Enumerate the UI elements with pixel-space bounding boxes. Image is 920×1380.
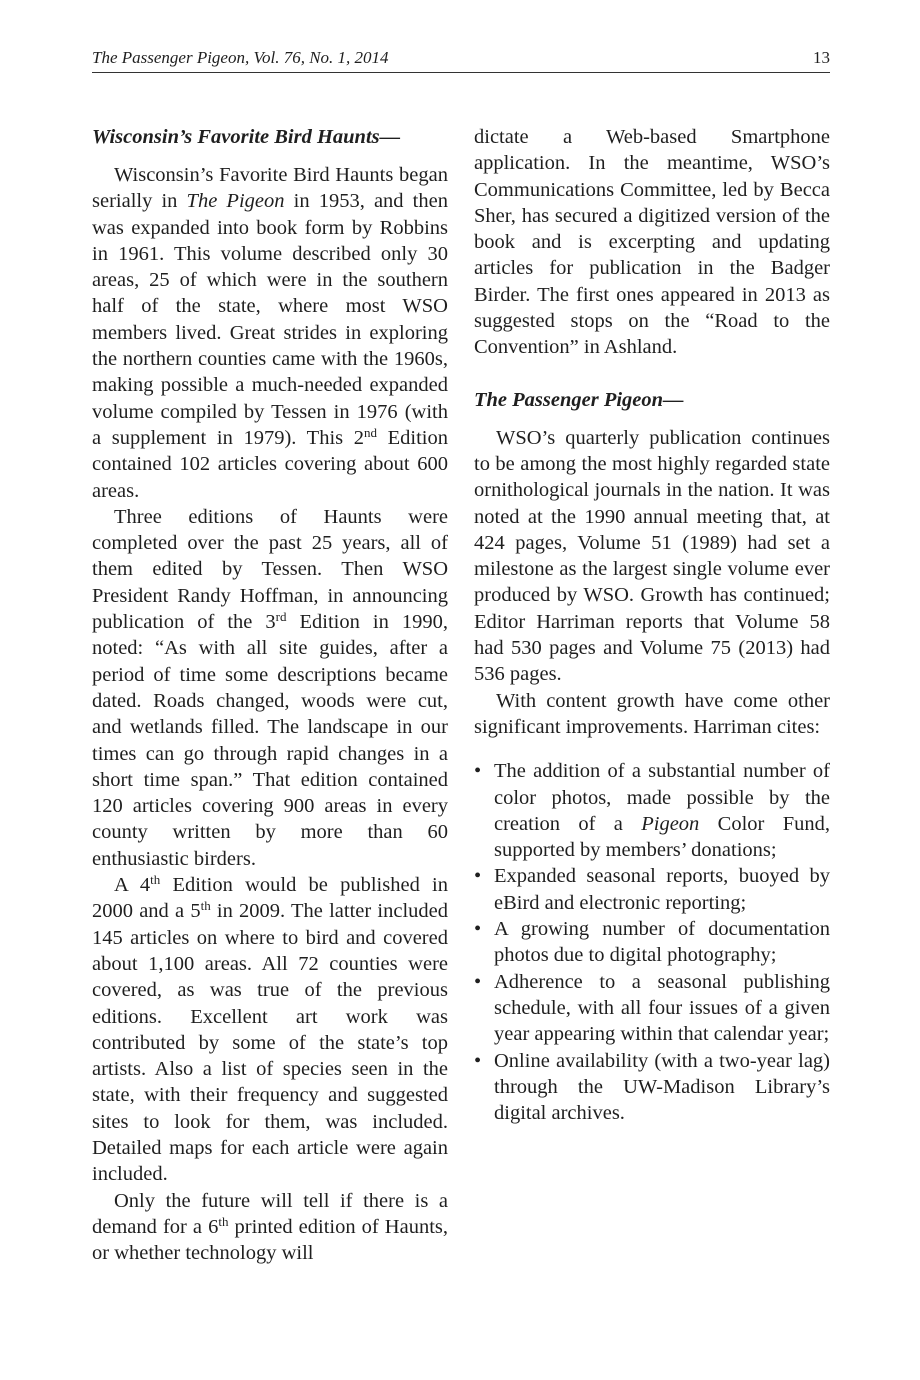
superscript: rd	[275, 609, 287, 625]
list-item	[474, 916, 830, 969]
paragraph	[92, 1188, 448, 1267]
superscript: th	[150, 872, 161, 888]
journal-citation: The Passenger Pigeon, Vol. 76, No. 1, 2014	[92, 48, 389, 67]
text-run: Expanded seasonal reports, buoyed by eBird and electronic reporting;	[494, 865, 830, 914]
text-run: in 1953, and then was expanded into book form by Robbins in 1961. This volume described only 30 areas, 25 of which were in the southern half of the state, where most WSO members lived. Great strides in exploring the northern counties came with the 1960s, making possible a much-needed expanded volume compiled by Tessen in 1976 (with a supplement in 1979). This 2	[92, 190, 448, 449]
bullet-icon: •	[474, 918, 482, 941]
superscript: nd	[364, 424, 377, 440]
italic-title: Pigeon	[641, 812, 700, 835]
list-item	[474, 969, 830, 1048]
superscript: th	[200, 898, 211, 914]
bullet-icon: •	[474, 865, 482, 888]
text-run: Only the future will tell if there is a demand for a 6	[92, 1189, 448, 1238]
italic-title: The Pigeon	[186, 190, 285, 213]
text-run: A 4	[114, 874, 151, 897]
page-number: 13	[813, 48, 830, 67]
paragraph-continued: dictate a Web-based Smartphone application. In the meantime, WSO’s Communications Committee, led by Becca Sher, has secured a digitized version of the book and is excerpting and updating articles for publication in the Badger Birder. The first ones appeared in 2013 as suggested stops on the “Road to the Convention” in Ashland.	[474, 126, 830, 359]
list-item	[474, 863, 830, 916]
superscript: th	[218, 1213, 229, 1229]
text-run: A growing number of documentation photos due to digital photography;	[494, 918, 830, 967]
text-run: Wisconsin’s Favorite Bird Haunts began serially in	[92, 164, 448, 213]
improvements-list	[474, 758, 830, 1126]
text-run: Online availability (with a two-year lag) through the UW-Madison Library’s digital archives.	[494, 1049, 830, 1125]
left-column	[92, 124, 448, 1266]
paragraph: With content growth have come other significant improvements. Harriman cites:	[474, 689, 830, 738]
list-item	[474, 758, 830, 863]
right-column	[474, 124, 830, 1126]
text-run: Three editions of Haunts were completed over the past 25 years, all of them edited by Tessen. Then WSO President Randy Hoffman, in announcing publication of the 3	[92, 505, 448, 634]
paragraph: WSO’s quarterly publication continues to be among the most highly regarded state ornithological journals in the nation. It was noted at the 1990 annual meeting that, at 424 pages, Volume 51 (1989) had set a milestone as the largest single volume ever produced by WSO. Growth has continued; Editor Harriman reports that Volume 58 had 530 pages and Volume 75 (2013) had 536 pages.	[474, 426, 830, 686]
text-run: The addition of a substantial number of color photos, made possible by the creation of a	[494, 760, 830, 835]
text-run: Adherence to a seasonal publishing schedule, with all four issues of a given year appearing within that calendar year;	[494, 970, 830, 1046]
running-header	[92, 46, 830, 73]
text-run: Edition in 1990, noted: “As with all site guides, after a period of time some descriptions became dated. Roads changed, woods were cut, and wetlands filled. The landscape in our times can go through rapid changes in a short time span.” That edition contained 120 articles covering 900 areas in every county written by more than 60 enthusiastic birders.	[92, 611, 448, 870]
bullet-icon: •	[474, 970, 482, 993]
text-run: Edition would be published in 2000 and a 5	[92, 874, 448, 923]
paragraph	[92, 872, 448, 1188]
section-heading-haunts: Wisconsin’s Favorite Bird Haunts—	[92, 126, 401, 148]
bullet-icon: •	[474, 1049, 482, 1072]
paragraph	[92, 504, 448, 872]
text-run: Color Fund, supported by members’ donations;	[494, 812, 830, 862]
text-run: in 2009. The latter included 145 articles on where to bird and covered about 1,100 areas. All 72 counties were covered, as was true of the previous editions. Excellent art work was contributed by some of the state’s top artists. Also a list of species seen in the state, with their frequency and suggested sites to look for them, was included. Detailed maps for each article were again included.	[92, 900, 448, 1186]
section-heading-passenger-pigeon: The Passenger Pigeon—	[474, 388, 684, 411]
paragraph	[92, 162, 448, 504]
text-run: Edition contained 102 articles covering about 600 areas.	[92, 426, 448, 502]
bullet-icon: •	[474, 760, 482, 783]
list-item	[474, 1048, 830, 1127]
text-run: printed edition of Haunts, or whether technology will	[92, 1215, 448, 1265]
